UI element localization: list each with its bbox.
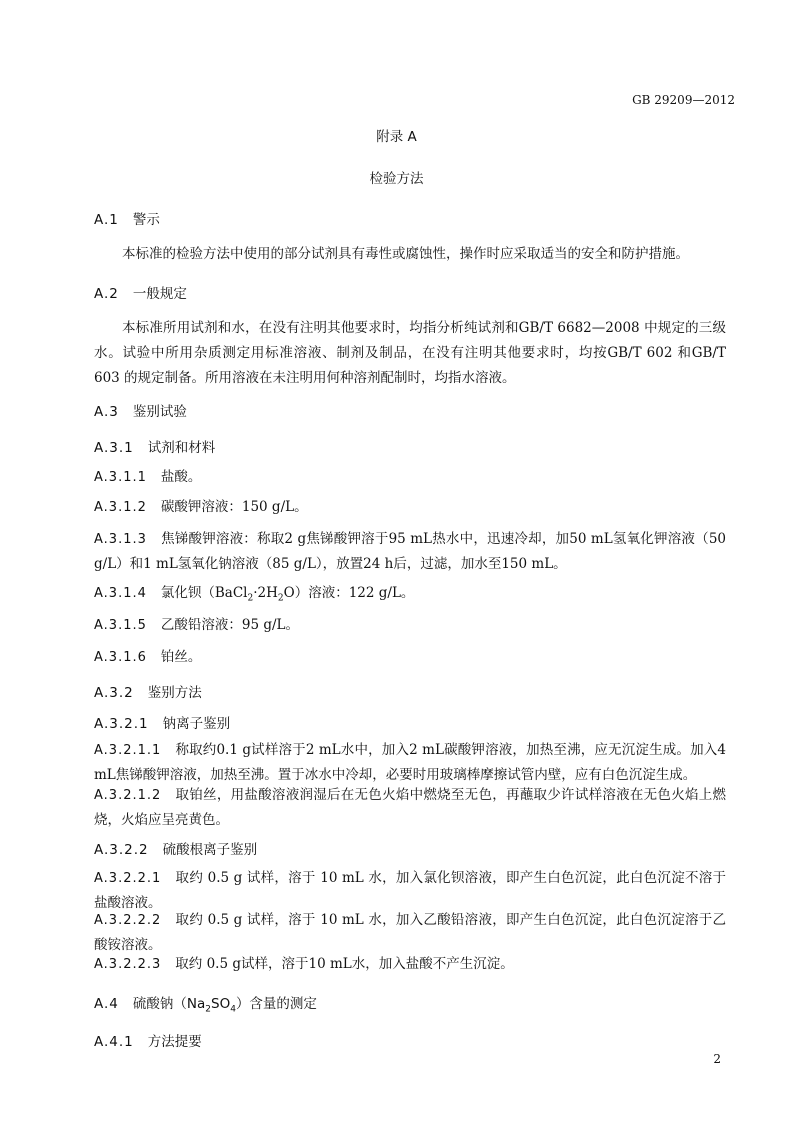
- appendix-subtitle: 检验方法: [369, 171, 424, 187]
- section-title: 方法提要: [147, 1034, 202, 1050]
- section-number: A.2: [94, 286, 119, 302]
- item-number: A.3.1.1: [94, 470, 147, 485]
- section-title: 警示: [132, 212, 160, 228]
- item-number: A.3.2.1.2: [94, 788, 162, 803]
- heading-a32: [94, 681, 202, 701]
- section-number: A.4: [94, 996, 119, 1012]
- item-text: 焦锑酸钾溶液：称取2 g焦锑酸钾溶于95 mL热水中，迅速冷却，加50 mL氢氧化钾溶液（50 g/L）和1 mL氢氧化钠溶液（85 g/L），放置24 h后，过滤，加水至150 mL。: [94, 531, 726, 572]
- item-text: 盐酸。: [160, 469, 202, 485]
- item-a3222: [94, 908, 726, 958]
- formula-sub: 2: [247, 593, 254, 604]
- section-title: 一般规定: [132, 286, 187, 302]
- item-number: A.3.1.5: [94, 618, 147, 633]
- section-title: 试剂和材料: [147, 440, 216, 456]
- heading-a321: [94, 712, 230, 732]
- item-text: 取约 0.5 g 试样，溶于 10 mL 水，加入乙酸铅溶液，即产生白色沉淀，此白色沉淀溶于乙酸铵溶液。: [94, 912, 726, 953]
- item-text: 取约 0.5 g试样，溶于10 mL水，加入盐酸不产生沉淀。: [175, 956, 514, 972]
- item-text: 取约 0.5 g 试样，溶于 10 mL 水，加入氯化钡溶液，即产生白色沉淀，此白色沉淀不溶于盐酸溶液。: [94, 870, 726, 911]
- formula-sub: 4: [230, 1004, 236, 1015]
- formula-pre: 氯化钡（BaCl: [160, 585, 248, 601]
- item-a312: [94, 495, 726, 520]
- item-text: 乙酸铅溶液：95 g/L。: [160, 617, 299, 633]
- heading-a31: [94, 436, 215, 456]
- item-a315: [94, 613, 726, 638]
- item-a314: [94, 581, 726, 612]
- section-title: 鉴别方法: [147, 685, 202, 701]
- section-number: A.4.1: [94, 1034, 134, 1050]
- heading-a3: [94, 400, 187, 420]
- section-title: 鉴别试验: [132, 404, 187, 420]
- item-a3211: [94, 738, 726, 788]
- item-a3212: [94, 783, 726, 833]
- formula-pre: 硫酸钠（Na: [132, 996, 206, 1012]
- standard-code: GB 29209—2012: [632, 93, 735, 107]
- item-text: 取铂丝，用盐酸溶液润湿后在无色火焰中燃烧至无色，再蘸取少许试样溶液在无色火焰上燃烧，火焰应呈亮黄色。: [94, 787, 726, 828]
- item-text: 铂丝。: [160, 649, 202, 665]
- heading-a1: [94, 208, 160, 228]
- item-number: A.3.2.2.3: [94, 957, 162, 972]
- item-number: A.3.2.2.1: [94, 871, 162, 886]
- item-number: A.3.2.1.1: [94, 743, 162, 758]
- item-number: A.3.1.2: [94, 500, 147, 515]
- heading-a4: [94, 992, 317, 1015]
- item-number: A.3.1.6: [94, 650, 147, 665]
- item-text: 称取约0.1 g试样溶于2 mL水中，加入2 mL碳酸钾溶液，加热至沸，应无沉淀生成。加入4 mL焦锑酸钾溶液，加热至沸。置于冰水中冷却，必要时用玻璃棒摩擦试管内壁，应有白色沉淀生成。: [94, 742, 726, 783]
- formula-post: ）含量的测定: [235, 996, 317, 1012]
- paragraph-a2: 本标准所用试剂和水，在没有注明其他要求时，均指分析纯试剂和GB/T 6682—2008 中规定的三级水。试验中所用杂质测定用标准溶液、制剂及制品，在没有注明其他要求时，均按GB/T 602 和GB/T 603 的规定制备。所用溶液在未注明用何种溶剂配制时，均指水溶液。: [94, 320, 726, 386]
- item-text: 碳酸钾溶液：150 g/L。: [160, 499, 308, 515]
- item-a311: [94, 465, 726, 490]
- section-number: A.3.2: [94, 685, 134, 701]
- paragraph-a1: 本标准的检验方法中使用的部分试剂具有毒性或腐蚀性，操作时应采取适当的安全和防护措施。: [122, 246, 689, 262]
- heading-a41: [94, 1030, 202, 1050]
- formula-mid: SO: [211, 996, 231, 1012]
- page-number: 2: [713, 1052, 721, 1066]
- heading-a2: [94, 282, 187, 302]
- section-number: A.3.1: [94, 440, 134, 456]
- formula-mid: ·2H: [253, 585, 278, 601]
- appendix-title: 附录 A: [376, 129, 417, 145]
- item-a3223: [94, 952, 726, 977]
- item-number: A.3.1.3: [94, 532, 147, 547]
- section-title: 钠离子鉴别: [162, 716, 231, 732]
- formula-post: O）溶液：122 g/L。: [283, 585, 415, 601]
- section-number: A.1: [94, 212, 119, 228]
- section-number: A.3.2.2: [94, 842, 149, 858]
- item-number: A.3.2.2.2: [94, 913, 162, 928]
- heading-a322: [94, 838, 257, 858]
- formula-sub: 2: [277, 593, 284, 604]
- item-a316: [94, 645, 726, 670]
- section-number: A.3: [94, 404, 119, 420]
- item-number: A.3.1.4: [94, 586, 147, 601]
- formula-sub: 2: [205, 1004, 211, 1015]
- item-a313: [94, 527, 726, 577]
- section-number: A.3.2.1: [94, 716, 149, 732]
- section-title: 硫酸根离子鉴别: [162, 842, 258, 858]
